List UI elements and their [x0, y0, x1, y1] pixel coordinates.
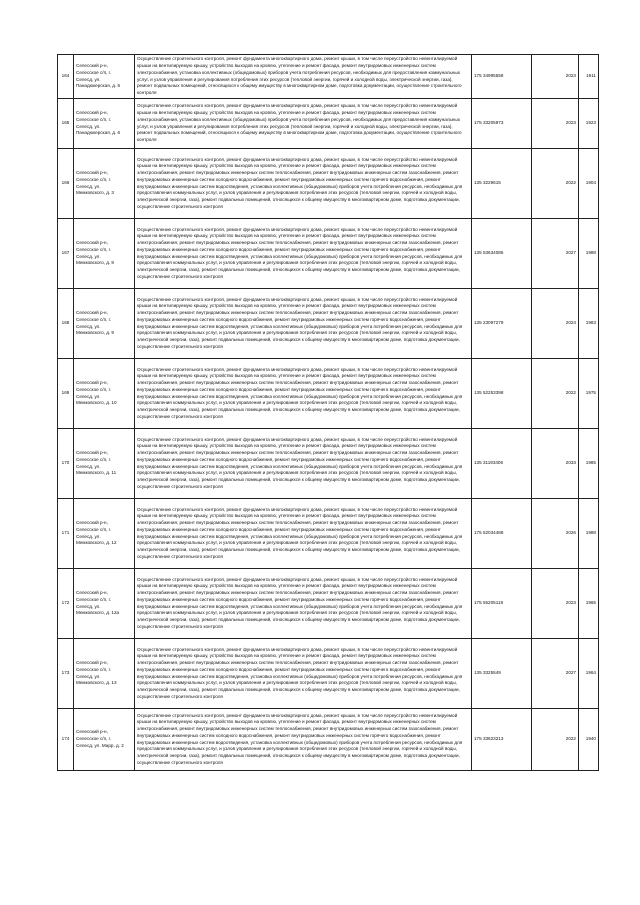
cost-cell: 175 34995558	[472, 55, 532, 99]
table-row	[58, 499, 599, 569]
works-description-cell: Осуществление строительного контроля, ремонт фундамента многоквартирного дома, ремонт крыши, в том числе переустройство невентилируемой крыши на вентилируемую крышу, устройство выходов на кровлю, утепление и ремонт фасада, ремонт внутридомовых инженерных систем электроснабжения, ремонт внутридомовых инженерных систем теплоснабжения, ремонт внутридомовых инженерных систем газоснабжения, ремонт внутридомовых инженерных систем холодного водоснабжения, ремонт внутридомовых инженерных систем горячего водоснабжения, ремонт внутридомовых инженерных систем водоотведения, установка коллективных (общедомовых) приборов учета потребления ресурсов, необходимых для предоставления коммунальных услуг, и узлов управления и регулирования потребления этих ресурсов (тепловой энергии, горячей и холодной воды, электрической энергии, газа), ремонт подвальных помещений, относящихся к общему имуществу в многоквартирном доме, подготовка документации, осуществление строительного контроля	[135, 149, 472, 219]
table-row	[58, 429, 599, 499]
build-year-cell: 1940	[579, 709, 599, 771]
works-description-cell: Осуществление строительного контроля, ремонт фундамента многоквартирного дома, ремонт крыши, в том числе переустройство невентилируемой крыши на вентилируемую крышу, устройство выходов на кровлю, утепление и ремонт фасада, ремонт внутридомовых инженерных систем электроснабжения, ремонт внутридомовых инженерных систем теплоснабжения, ремонт внутридомовых инженерных систем газоснабжения, ремонт внутридомовых инженерных систем холодного водоснабжения, ремонт внутридомовых инженерных систем горячего водоснабжения, ремонт внутридомовых инженерных систем водоотведения, установка коллективных (общедомовых) приборов учета потребления ресурсов, необходимых для предоставления коммунальных услуг, и узлов управления и регулирования потребления этих ресурсов (тепловой энергии, горячей и холодной воды, электрической энергии, газа), ремонт подвальных помещений, относящихся к общему имуществу в многоквартирном доме, подготовка документации, осуществление строительного контроля	[135, 219, 472, 289]
row-number-cell: 172	[58, 569, 74, 639]
cost-cell: 175 52034488	[472, 499, 532, 569]
address-cell: Селесский р-н, Селесское с/п, г. Селесд, ул. Мемковского, д. 12а	[74, 569, 135, 639]
table-row	[58, 219, 599, 289]
table-row	[58, 55, 599, 99]
works-description-cell: Осуществление строительного контроля, ремонт фундамента многоквартирного дома, ремонт крыши, в том числе переустройство невентилируемой крыши на вентилируемую крышу, устройство выходов на кровлю, утепление и ремонт фасада, ремонт внутридомовых инженерных систем электроснабжения, ремонт внутридомовых инженерных систем теплоснабжения, ремонт внутридомовых инженерных систем газоснабжения, ремонт внутридомовых инженерных систем холодного водоснабжения, ремонт внутридомовых инженерных систем горячего водоснабжения, ремонт внутридомовых инженерных систем водоотведения, установка коллективных (общедомовых) приборов учета потребления ресурсов, необходимых для предоставления коммунальных услуг, и узлов управления и регулирования потребления этих ресурсов (тепловой энергии, горячей и холодной воды, электрической энергии, газа), ремонт подвальных помещений, относящихся к общему имуществу в многоквартирном доме, подготовка документации, осуществление строительного контроля	[135, 709, 472, 771]
address-cell: Селесский р-н, Селесское с/п, г. Селесд, ул. Мемковского, д. 11	[74, 429, 135, 499]
planned-year-cell: 2027	[532, 219, 579, 289]
row-number-cell: 167	[58, 219, 74, 289]
works-description-cell: Осуществление строительного контроля, ремонт фундамента многоквартирного дома, ремонт крыши, в том числе переустройство невентилируемой крыши на вентилируемую крышу, устройство выходов на кровлю, утепление и ремонт фасада, ремонт внутридомовых инженерных систем электроснабжения, ремонт внутридомовых инженерных систем теплоснабжения, ремонт внутридомовых инженерных систем газоснабжения, ремонт внутридомовых инженерных систем холодного водоснабжения, ремонт внутридомовых инженерных систем горячего водоснабжения, ремонт внутридомовых инженерных систем водоотведения, установка коллективных (общедомовых) приборов учета потребления ресурсов, необходимых для предоставления коммунальных услуг, и узлов управления и регулирования потребления этих ресурсов (тепловой энергии, горячей и холодной воды, электрической энергии, газа), ремонт подвальных помещений, относящихся к общему имуществу в многоквартирном доме, подготовка документации, осуществление строительного контроля	[135, 569, 472, 639]
planned-year-cell: 2023	[532, 99, 579, 149]
cost-cell: 135 53634085	[472, 219, 532, 289]
build-year-cell: 1904	[579, 149, 599, 219]
build-year-cell: 1923	[579, 99, 599, 149]
address-cell: Селесский р-н, Селесское с/п, г. Селесд, ул. Мемковского, д. 8	[74, 219, 135, 289]
planned-year-cell: 2024	[532, 289, 579, 359]
build-year-cell: 1975	[579, 359, 599, 429]
cost-cell: 175 33623213	[472, 709, 532, 771]
table-row	[58, 709, 599, 771]
cost-cell: 135 31193406	[472, 429, 532, 499]
row-number-cell: 165	[58, 99, 74, 149]
planned-year-cell: 2023	[532, 55, 579, 99]
address-cell: Селесский р-н, Селесское с/п, г. Селесд, ул. Мемковского, д. 12	[74, 499, 135, 569]
build-year-cell: 1985	[579, 429, 599, 499]
cost-cell: 135 3325549	[472, 639, 532, 709]
cost-cell: 175 55205119	[472, 569, 532, 639]
planned-year-cell: 2033	[532, 429, 579, 499]
works-description-cell: Осуществление строительного контроля, ремонт фундамента многоквартирного дома, ремонт крыши, в том числе переустройство невентилируемой крыши на вентилируемую крышу, устройство выходов на кровлю, утепление и ремонт фасада, ремонт внутридомовых инженерных систем электроснабжения, ремонт внутридомовых инженерных систем теплоснабжения, ремонт внутридомовых инженерных систем газоснабжения, ремонт внутридомовых инженерных систем холодного водоснабжения, ремонт внутридомовых инженерных систем горячего водоснабжения, ремонт внутридомовых инженерных систем водоотведения, установка коллективных (общедомовых) приборов учета потребления ресурсов, необходимых для предоставления коммунальных услуг, и узлов управления и регулирования потребления этих ресурсов (тепловой энергии, горячей и холодной воды, электрической энергии, газа), ремонт подвальных помещений, относящихся к общему имуществу в многоквартирном доме, подготовка документации, осуществление строительного контроля	[135, 639, 472, 709]
table-row	[58, 99, 599, 149]
build-year-cell: 1911	[579, 55, 599, 99]
address-cell: Селесский р-н, Селесское с/п, г. Селесд, ул. Панадюкерская, д. 6	[74, 99, 135, 149]
build-year-cell: 1965	[579, 569, 599, 639]
cost-cell: 135 52253398	[472, 359, 532, 429]
table-row	[58, 149, 599, 219]
address-cell: Селесский р-н, Селесское с/п, г. Селесд, ул. Мемковского, д. 13	[74, 639, 135, 709]
capital-repair-table	[57, 54, 599, 771]
planned-year-cell: 2026	[532, 499, 579, 569]
works-description-cell: Осуществление строительного контроля, ремонт фундамента многоквартирного дома, ремонт крыши, в том числе переустройство невентилируемой крыши на вентилируемую крышу, устройство выходов на кровлю, утепление и ремонт фасада, ремонт внутридомовых инженерных систем электроснабжения, установка коллективных (общедомовых) приборов учета потребления ресурсов, необходимых для предоставления коммунальных услуг, и узлов управления и регулирования потребления этих ресурсов (тепловой энергии, горячей и холодной воды, электрической энергии, газа), ремонт подвальных помещений, относящихся к общему имуществу в многоквартирном доме, подготовка документации, осуществление строительного контроля	[135, 55, 472, 99]
table-row	[58, 639, 599, 709]
cost-cell: 135 3229615	[472, 149, 532, 219]
row-number-cell: 170	[58, 429, 74, 499]
row-number-cell: 171	[58, 499, 74, 569]
planned-year-cell: 2022	[532, 149, 579, 219]
address-cell: Селесский р-н, Селесское с/п, г. Селесд, ул. Мемковского, д. 10	[74, 359, 135, 429]
row-number-cell: 169	[58, 359, 74, 429]
table-body	[58, 55, 599, 771]
works-description-cell: Осуществление строительного контроля, ремонт фундамента многоквартирного дома, ремонт крыши, в том числе переустройство невентилируемой крыши на вентилируемую крышу, устройство выходов на кровлю, утепление и ремонт фасада, ремонт внутридомовых инженерных систем электроснабжения, ремонт внутридомовых инженерных систем теплоснабжения, ремонт внутридомовых инженерных систем газоснабжения, ремонт внутридомовых инженерных систем холодного водоснабжения, ремонт внутридомовых инженерных систем горячего водоснабжения, ремонт внутридомовых инженерных систем водоотведения, установка коллективных (общедомовых) приборов учета потребления ресурсов, необходимых для предоставления коммунальных услуг, и узлов управления и регулирования потребления этих ресурсов (тепловой энергии, горячей и холодной воды, электрической энергии, газа), ремонт подвальных помещений, относящихся к общему имуществу в многоквартирном доме, подготовка документации, осуществление строительного контроля	[135, 289, 472, 359]
cost-cell: 175 33205973	[472, 99, 532, 149]
planned-year-cell: 2022	[532, 709, 579, 771]
address-cell: Селесский р-н, Селесское с/п, г. Селесд, ул. Панадюкерская, д. 6	[74, 55, 135, 99]
planned-year-cell: 2027	[532, 639, 579, 709]
table-row	[58, 359, 599, 429]
planned-year-cell: 2022	[532, 359, 579, 429]
document-sheet	[57, 54, 598, 771]
build-year-cell: 1964	[579, 639, 599, 709]
table-row	[58, 569, 599, 639]
address-cell: Селесский р-н, Селесское с/п, г. Селесд, ул. Мемковского, д. 3	[74, 149, 135, 219]
cost-cell: 135 23097279	[472, 289, 532, 359]
row-number-cell: 173	[58, 639, 74, 709]
row-number-cell: 164	[58, 55, 74, 99]
row-number-cell: 166	[58, 149, 74, 219]
table-row	[58, 289, 599, 359]
works-description-cell: Осуществление строительного контроля, ремонт фундамента многоквартирного дома, ремонт крыши, в том числе переустройство невентилируемой крыши на вентилируемую крышу, устройство выходов на кровлю, утепление и ремонт фасада, ремонт внутридомовых инженерных систем электроснабжения, ремонт внутридомовых инженерных систем теплоснабжения, ремонт внутридомовых инженерных систем газоснабжения, ремонт внутридомовых инженерных систем холодного водоснабжения, ремонт внутридомовых инженерных систем горячего водоснабжения, ремонт внутридомовых инженерных систем водоотведения, установка коллективных (общедомовых) приборов учета потребления ресурсов, необходимых для предоставления коммунальных услуг, и узлов управления и регулирования потребления этих ресурсов (тепловой энергии, горячей и холодной воды, электрической энергии, газа), ремонт подвальных помещений, относящихся к общему имуществу в многоквартирном доме, подготовка документации, осуществление строительного контроля	[135, 499, 472, 569]
works-description-cell: Осуществление строительного контроля, ремонт фундамента многоквартирного дома, ремонт крыши, в том числе переустройство невентилируемой крыши на вентилируемую крышу, устройство выходов на кровлю, утепление и ремонт фасада, ремонт внутридомовых инженерных систем электроснабжения, установка коллективных (общедомовых) приборов учета потребления ресурсов, необходимых для предоставления коммунальных услуг, и узлов управления и регулирования потребления этих ресурсов (тепловой энергии, горячей и холодной воды, электрической энергии, газа), ремонт подвальных помещений, относящихся к общему имуществу в многоквартирном доме, подготовка документации, осуществление строительного контроля	[135, 99, 472, 149]
planned-year-cell: 2023	[532, 569, 579, 639]
row-number-cell: 174	[58, 709, 74, 771]
address-cell: Селесский р-н, Селесское с/п, г. Селесд, ул. Мемковского, д. 9	[74, 289, 135, 359]
row-number-cell: 168	[58, 289, 74, 359]
works-description-cell: Осуществление строительного контроля, ремонт фундамента многоквартирного дома, ремонт крыши, в том числе переустройство невентилируемой крыши на вентилируемую крышу, устройство выходов на кровлю, утепление и ремонт фасада, ремонт внутридомовых инженерных систем электроснабжения, ремонт внутридомовых инженерных систем теплоснабжения, ремонт внутридомовых инженерных систем газоснабжения, ремонт внутридомовых инженерных систем холодного водоснабжения, ремонт внутридомовых инженерных систем горячего водоснабжения, ремонт внутридомовых инженерных систем водоотведения, установка коллективных (общедомовых) приборов учета потребления ресурсов, необходимых для предоставления коммунальных услуг, и узлов управления и регулирования потребления этих ресурсов (тепловой энергии, горячей и холодной воды, электрической энергии, газа), ремонт подвальных помещений, относящихся к общему имуществу в многоквартирном доме, подготовка документации, осуществление строительного контроля	[135, 359, 472, 429]
build-year-cell: 1983	[579, 289, 599, 359]
build-year-cell: 1988	[579, 499, 599, 569]
works-description-cell: Осуществление строительного контроля, ремонт фундамента многоквартирного дома, ремонт крыши, в том числе переустройство невентилируемой крыши на вентилируемую крышу, устройство выходов на кровлю, утепление и ремонт фасада, ремонт внутридомовых инженерных систем электроснабжения, ремонт внутридомовых инженерных систем теплоснабжения, ремонт внутридомовых инженерных систем газоснабжения, ремонт внутридомовых инженерных систем холодного водоснабжения, ремонт внутридомовых инженерных систем горячего водоснабжения, ремонт внутридомовых инженерных систем водоотведения, установка коллективных (общедомовых) приборов учета потребления ресурсов, необходимых для предоставления коммунальных услуг, и узлов управления и регулирования потребления этих ресурсов (тепловой энергии, горячей и холодной воды, электрической энергии, газа), ремонт подвальных помещений, относящихся к общему имуществу в многоквартирном доме, подготовка документации, осуществление строительного контроля	[135, 429, 472, 499]
build-year-cell: 1988	[579, 219, 599, 289]
address-cell: Селесский р-н, Селесское с/п, г. Селесд, ул. Марр, д. 2	[74, 709, 135, 771]
